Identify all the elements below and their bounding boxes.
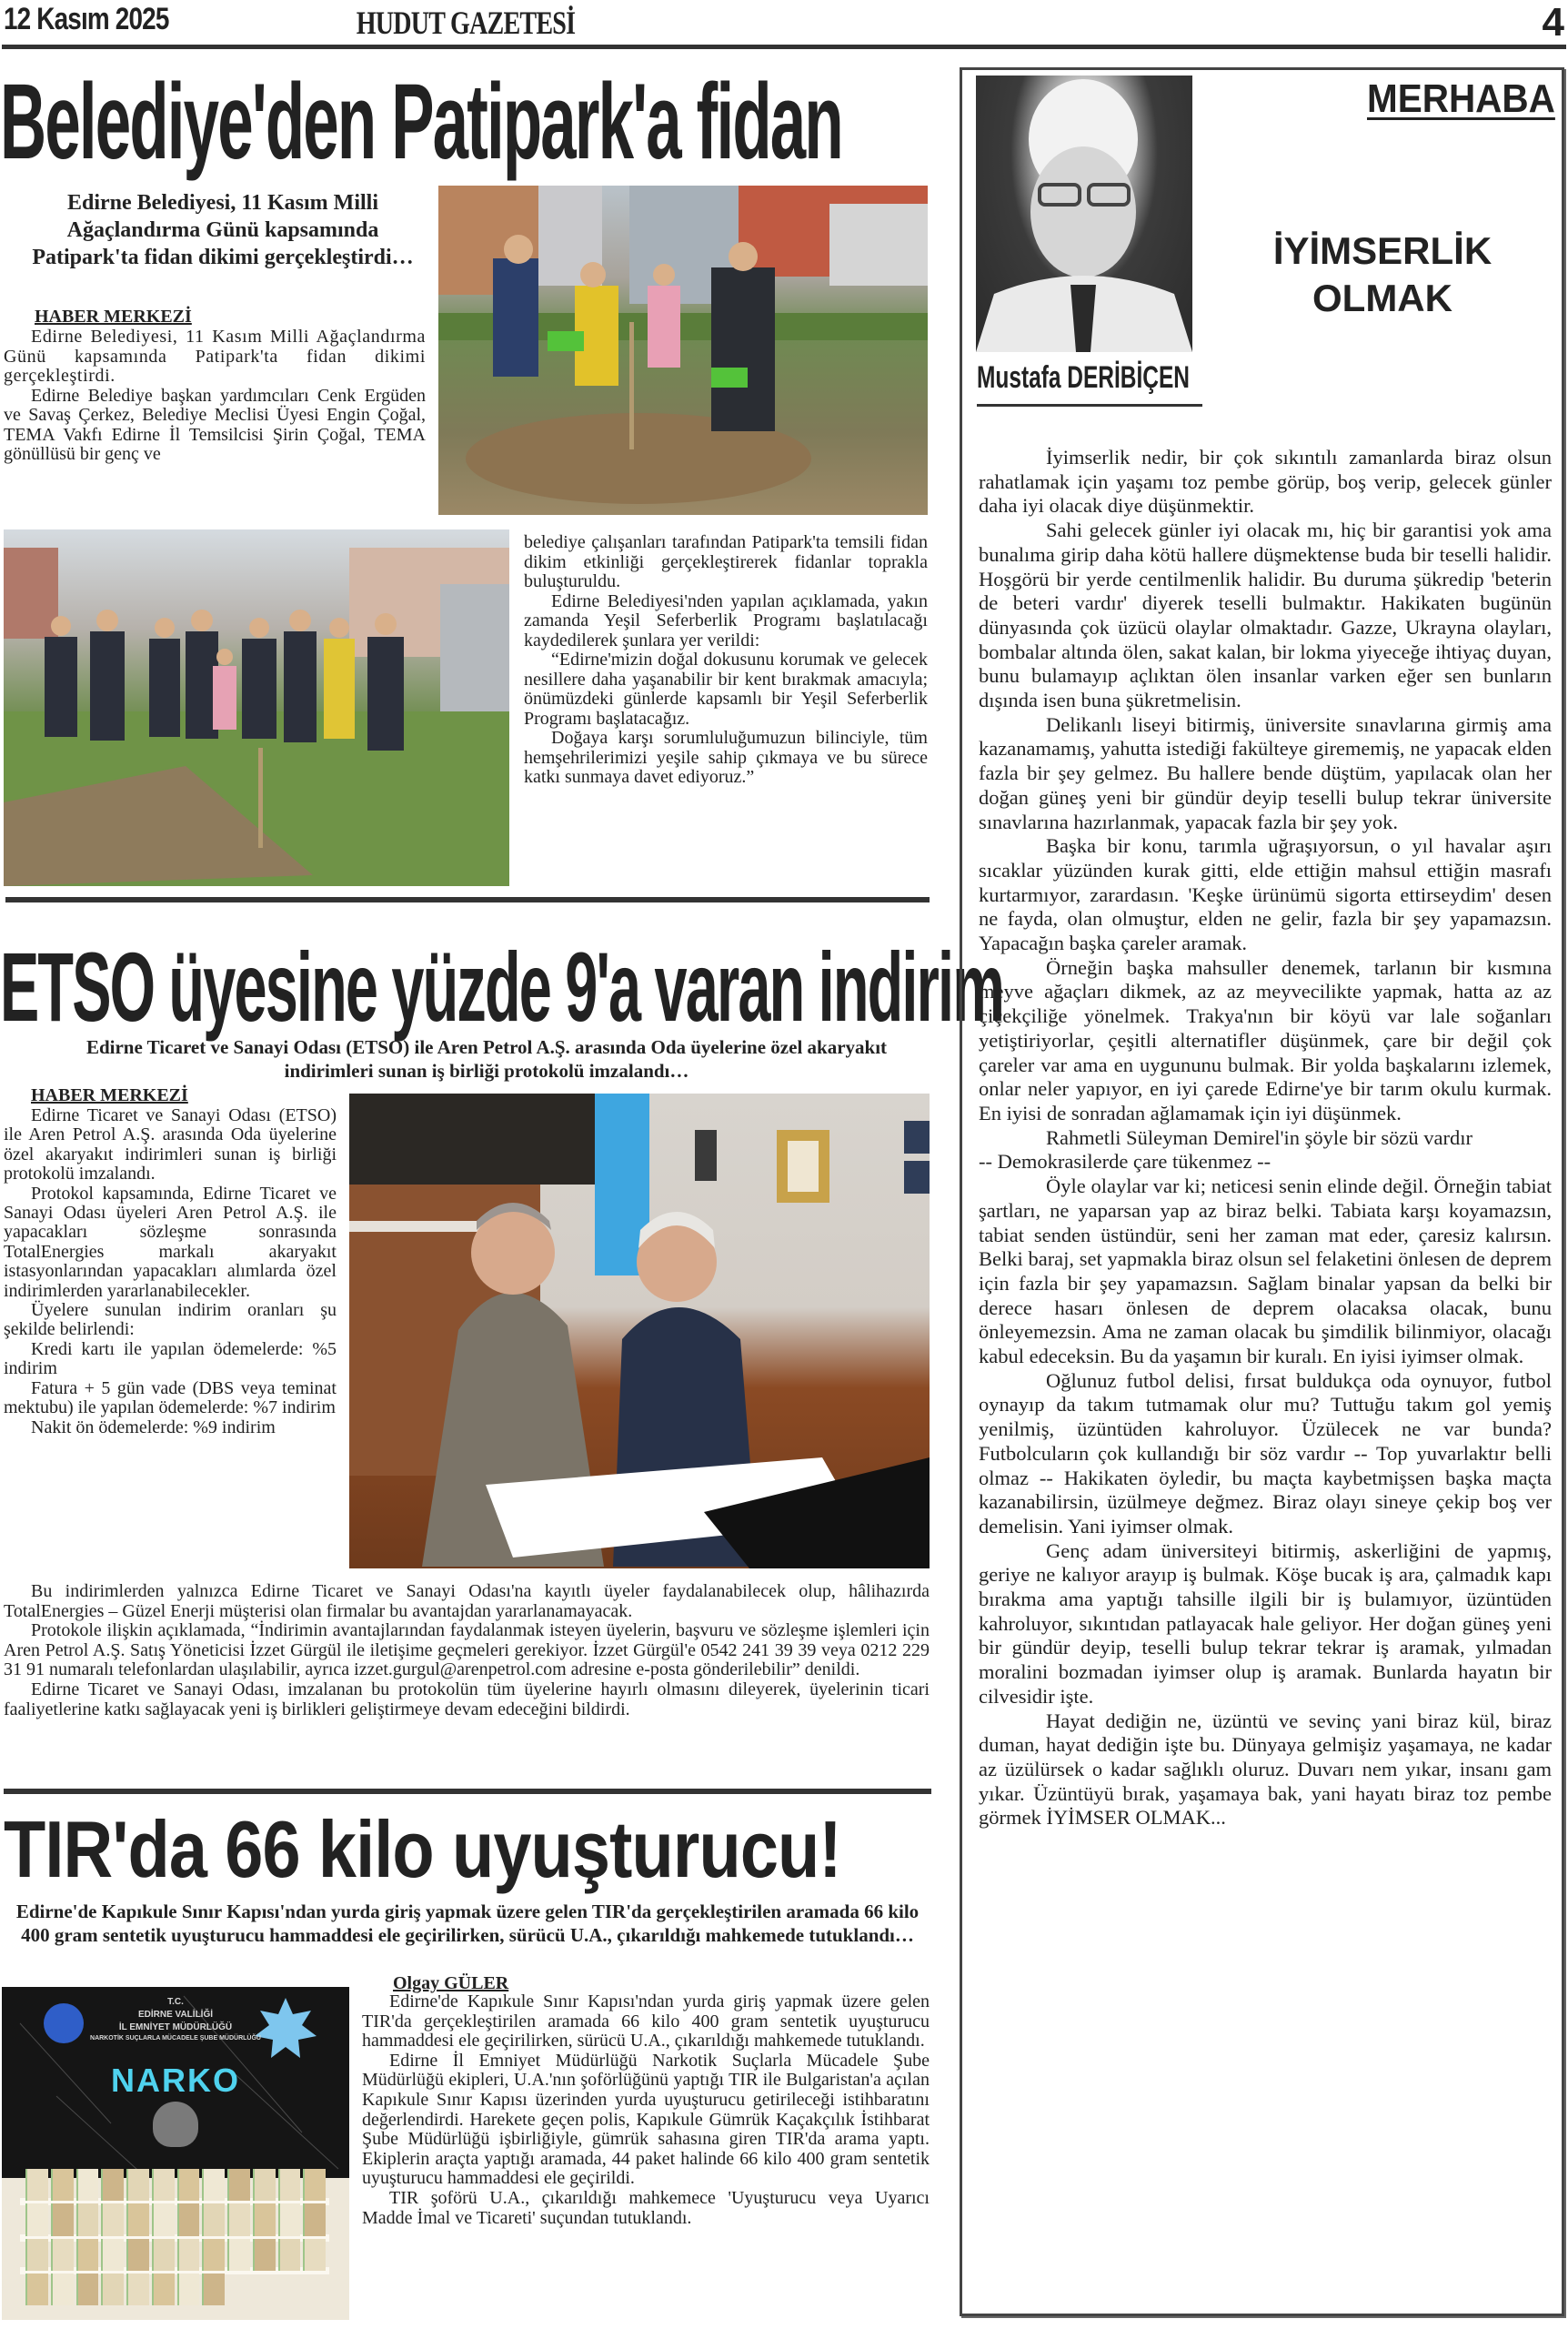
paragraph: “Edirne'mizin doğal dokusunu korumak ve gelecek nesillere daha yaşanabilir bir kent bırakmak amacıyla; önümüzdeki günlerde kapsamlı bir Yeşil Seferberlik Programı başlatacağız. bbox=[524, 650, 928, 729]
paragraph: Hayat dediğin ne, üzüntü ve sevinç yani biraz kül, biraz duman, hayat dediğin işte bu. Dünyaya gelmişiz yaşamaya, ne kadar az üzülürsek o kadar sağlıklı oluruz. Duvarı nem yıkar, insanı gam yıkar. Üzüntüyü bırak, yaşamaya bak, yani hayatı biraz toz pembe görmek İYİMSER OLMAK... bbox=[979, 1709, 1552, 1830]
paragraph: Oğlunuz futbol delisi, fırsat buldukça oda oynuyor, futbol oynayıp da takım tutmamak olur mu? Tuttuğu takım gol yemiş yenilmiş, üzüntüden kahroluyor. Üzülecek ne var bunda? Futbolcuların çok kullandığı bir söz vardır -- Top yuvarlaktır belli olmaz -- Hakikaten öyledir, bu maçta kaybetmişsen başka maçta kazanabilirsin, üzülmeye değmez. Biraz olayı sineye çekip boş ver demelisin. Yani iyimser olmak. bbox=[979, 1368, 1552, 1538]
package bbox=[202, 2239, 225, 2271]
package bbox=[227, 2203, 250, 2235]
paragraph: Nakit ön ödemelerde: %9 indirim bbox=[31, 1417, 276, 1437]
package bbox=[152, 2203, 175, 2235]
package bbox=[126, 2169, 149, 2201]
package bbox=[278, 2239, 301, 2271]
paragraph: Edirne Belediyesi'nden yapılan açıklamada, yakın zamanda Yeşil Seferberlik Programı başlatılacağı kaydedilerek şunlara yer verildi: bbox=[524, 590, 928, 650]
article-separator bbox=[4, 1789, 931, 1794]
article-separator bbox=[5, 897, 930, 902]
issue-date: 12 Kasım 2025 bbox=[4, 2, 169, 36]
page-number: 4 bbox=[1542, 0, 1564, 45]
package-stack bbox=[25, 2169, 326, 2305]
paragraph: Edirne Ticaret ve Sanayi Odası, imzalanan bu protokolün tüm üyelerine hayırlı olmasını dileyerek, üyelerinin ticari faaliyetlerine katkı sağlayacak yeni iş birlikleri geliştirmeye devam edeceğini bildirdi. bbox=[4, 1679, 930, 1719]
package bbox=[101, 2169, 124, 2201]
package bbox=[76, 2203, 99, 2235]
package bbox=[51, 2274, 74, 2305]
newspaper-name: HUDUT GAZETESİ bbox=[356, 5, 576, 41]
package bbox=[25, 2203, 48, 2235]
package bbox=[177, 2203, 200, 2235]
column-body bbox=[979, 446, 1552, 1830]
package bbox=[25, 2274, 48, 2305]
paragraph: Genç adam üniversiteyi bitirmiş, askerliğini de yapmış, geriye ne kalıyor arayıp iş bulmak. Köşe bucak iş ara, çalmadık kapı bırakma ama yaptığı tahsille ilgili bir iş bulamıyor, üzüntüden kahroluyor, sıkıntıdan patlayacak hale geliyor. Her doğan güneş yeni bir gündür deyip, teselli bulup tekrar tekrar iş aramak, yılmadan moralini bozmadan iyimser olup iş aramak. Bunlarda hayatın bir cilvesidir işte. bbox=[979, 1538, 1552, 1708]
package bbox=[51, 2239, 74, 2271]
narko-logo: NARKO bbox=[111, 2062, 240, 2099]
paragraph: Kredi kartı ile yapılan ödemelerde: %5 indirim bbox=[4, 1338, 337, 1379]
package bbox=[278, 2169, 301, 2201]
package bbox=[202, 2169, 225, 2201]
package bbox=[202, 2203, 225, 2235]
article2-spot: Edirne Ticaret ve Sanayi Odası (ETSO) ile Aren Petrol A.Ş. arasında Oda üyelerine özel akaryakıt indirimleri sunan iş birliği protokolü imzalandı… bbox=[85, 1036, 888, 1082]
paragraph: TIR şoförü U.A., çıkarıldığı mahkemece 'Uyuşturucu veya Uyarıcı Madde İmal ve Ticareti' suçundan tutuklandı. bbox=[362, 2187, 930, 2228]
paragraph: Edirne'de Kapıkule Sınır Kapısı'ndan yurda giriş yapmak üzere gelen TIR'da gerçekleştirilen aramada 66 kilo 400 gram sentetik uyuşturucu hammaddesi ele geçirilirken, sürücü U.A., çıkarıldığı mahkemede tutuklandı. bbox=[362, 1991, 930, 2052]
paragraph: Fatura + 5 gün vade (DBS veya teminat mektubu) ile yapılan ödemelerde: %7 indirim bbox=[4, 1377, 337, 1418]
package bbox=[227, 2239, 250, 2271]
article2-body-left bbox=[4, 1106, 337, 1437]
paragraph: Öyle olaylar var ki; neticesi senin elinde değil. Örneğin tabiat şartları, ne yaparsan yap az biraz belki. Tabiata karşı koyamazsın, tabiat senden üstündür, seni her zaman mat eder, çaresiz kalırsın. Belki baraj, set yapmakla biraz olsun sel felaketini önlesen de deprem için fazla bir şey yapamazsın. Sağlam binalar yapsan da belki bir derece hasarı önlesen de deprem olacaksa olacak, bunu önleyemezsin. Ama ne zaman olacak bu şimdilik bilinmiyor, olacağı kabul edeceksin. Bu da yaşamın bir kuralı. En iyisi iyimser olmak. bbox=[979, 1175, 1552, 1368]
package bbox=[126, 2274, 149, 2305]
package bbox=[253, 2203, 276, 2235]
paragraph: Doğaya karşı sorumluluğumuzun bilinciyle, tüm hemşehrilerimizi yeşile sahip çıkmaya ve bu sürece katkı sunmaya davet ediyoruz.” bbox=[524, 728, 928, 787]
package bbox=[126, 2239, 149, 2271]
wolf-emblem bbox=[153, 2102, 198, 2147]
article2-byline: HABER MERKEZİ bbox=[31, 1085, 188, 1105]
masthead-rule bbox=[2, 45, 1566, 49]
package bbox=[25, 2239, 48, 2271]
paragraph: Delikanlı liseyi bitirmiş, üniversite sınavlarına girmiş ama kazanamamış, yahutta istediği fakülteye girememiş, ne yapacak elden fazla bir şey gelmez. Bu hallere bende düştüm, yapılacak olan her doğan güneş yeni bir gündür deyip teselli bulup tekrar üniversite sınavlarına hazırlanmak, yapacak fazla bir şey yok. bbox=[979, 712, 1552, 833]
photo-planting-scene bbox=[438, 186, 928, 515]
column-title-line: OLMAK bbox=[1312, 277, 1452, 319]
package bbox=[303, 2169, 326, 2201]
column-section-title: MERHABA bbox=[1367, 76, 1555, 121]
paragraph: Sahi gelecek günler iyi olacak mı, hiç bir garantisi yok ama bunalıma girip daha kötü hallere düşmektense buda bir teselli halidir. Hoşgörü bir yerde centilmenlik halidir. Bu duruma şükredip 'beterin de beteri vardır' diyerek teselli bulmaktır. Hakikaten bugünün dünyasında çok üzücü olaylar olmaktadır. Gazze, Ukrayna olayları, bombalar altında ölen, sakat kalan, bir lokma yiyeceğe ihtiyaç duyan, bunu bulamayıp açlıktan ölen insanlar varken eğer sen bunların dışında isen buna şükretmelisin. bbox=[979, 519, 1552, 712]
paragraph: Üyelere sunulan indirim oranları şu şekilde belirlendi: bbox=[4, 1300, 337, 1340]
paragraph: Edirne Belediye başkan yardımcıları Cenk Ergüden ve Savaş Çerkez, Belediye Meclisi Üyesi Engin Çoğal, TEMA Vakfı Edirne İl Temsilcisi Şirin Çoğal, TEMA gönüllüsü bir genç ve bbox=[4, 385, 426, 464]
photo-group-scene bbox=[4, 529, 509, 886]
author-portrait bbox=[976, 76, 1192, 352]
paragraph: Edirne Belediyesi, 11 Kasım Milli Ağaçlandırma Günü kapsamında Patipark'ta fidan dikimi gerçekleştirdi. bbox=[4, 327, 426, 386]
sign-line: EDİRNE VALİLİĞİ bbox=[137, 2010, 214, 2020]
author-photo bbox=[976, 76, 1192, 352]
package bbox=[253, 2239, 276, 2271]
package bbox=[51, 2169, 74, 2201]
package bbox=[101, 2203, 124, 2235]
paragraph: Edirne Ticaret ve Sanayi Odası (ETSO) ile Aren Petrol A.Ş. arasında Oda üyelerine özel akaryakıt indirimleri sunan iş birliği protokolü imzalandı. bbox=[4, 1105, 337, 1185]
sign-line: İL EMNİYET MÜDÜRLÜĞÜ bbox=[118, 2022, 233, 2032]
article3-photo-seizure bbox=[2, 1987, 349, 2320]
article3-body bbox=[362, 1992, 930, 2228]
package bbox=[152, 2239, 175, 2271]
package bbox=[202, 2274, 225, 2305]
package bbox=[25, 2169, 48, 2201]
paragraph: Bu indirimlerden yalnızca Edirne Ticaret ve Sanayi Odası'na kayıtlı üyeler faydalanabilecek olup, hâlihazırda TotalEnergies – Güzel Enerji müşterisi olan firmalar bu avantajdan yararlanamayacak. bbox=[4, 1581, 930, 1621]
paragraph: -- Demokrasilerde çare tükenmez -- bbox=[979, 1150, 1271, 1174]
package bbox=[152, 2169, 175, 2201]
package bbox=[126, 2203, 149, 2235]
package bbox=[303, 2239, 326, 2271]
photo-signing-scene bbox=[349, 1094, 930, 1568]
paragraph: Başka bir konu, tarımla uğraşıyorsun, o yıl havalar aşırı sıcaklar yüzünden kurak gitti, elde ettiğin mahsul ettiğin masrafı kurtarmıyor, zarardasın. 'Keşke ürünümü sigorta ettirseydim' desen ne fayda, olan olmuştur, elden ne gelir, fazla bir şey yapamazsın. Yapacağın başka çareler aramak. bbox=[979, 834, 1552, 955]
column-title-line: İYİMSERLİK bbox=[1272, 229, 1493, 272]
article3-headline: TIR'da 66 kilo uyuşturucu! bbox=[4, 1804, 841, 1894]
article1-photo-planting bbox=[438, 186, 928, 515]
package bbox=[303, 2203, 326, 2235]
package bbox=[253, 2169, 276, 2201]
article2-headline: ETSO üyesine yüzde 9'a varan indirim bbox=[0, 932, 1004, 1042]
package bbox=[51, 2203, 74, 2235]
package bbox=[177, 2274, 200, 2305]
package bbox=[278, 2203, 301, 2235]
narko-sign bbox=[2, 1996, 349, 2042]
column-title bbox=[1255, 227, 1510, 322]
article3-byline: Olgay GÜLER bbox=[393, 1973, 509, 1993]
package bbox=[227, 2169, 250, 2201]
package bbox=[101, 2274, 124, 2305]
paragraph: Rahmetli Süleyman Demirel'in şöyle bir sözü vardır bbox=[1046, 1125, 1473, 1149]
package bbox=[76, 2274, 99, 2305]
sign-line: NARKOTİK SUÇLARLA MÜCADELE ŞUBE MÜDÜRLÜĞÜ bbox=[90, 2035, 261, 2042]
article1-photo-group bbox=[4, 529, 509, 886]
article1-body-right bbox=[524, 533, 928, 788]
package bbox=[76, 2239, 99, 2271]
package bbox=[101, 2239, 124, 2271]
author-underline bbox=[977, 404, 1202, 407]
package bbox=[76, 2169, 99, 2201]
sign-line: T.C. bbox=[167, 1997, 184, 2007]
article3-spot: Edirne'de Kapıkule Sınır Kapısı'ndan yurda giriş yapmak üzere gelen TIR'da gerçekleştirilen aramada 66 kilo 400 gram sentetik uyuşturucu hammaddesi ele geçirilirken, sürücü U.A., çıkarıldığı mahkemede tutuklandı… bbox=[15, 1901, 920, 1946]
paragraph: Protokol kapsamında, Edirne Ticaret ve Sanayi Odası üyeleri Aren Petrol A.Ş. ile yapacakları sözleşme sonrasında TotalEnergies markalı akaryakıt istasyonlarından yapacakları alımlarda özel indirimlerden yararlanabilecekler. bbox=[4, 1183, 337, 1301]
package bbox=[152, 2274, 175, 2305]
paragraph: Örneğin başka mahsuller denemek, tarlanın bir kısmına meyve ağaçları dikmek, az az meyvecilikte yapmak, hatta az az çiçekçiliğe yönelmek. Trakya'nın bir köyü var lale soğanları yetiştiriyorlar, çeşitli alternatifler düşünmek, çare bir değil çok çareler var ama en uygununu bulmak. Bir yolda başkalarını izlemek, onlar neler yapıyor, en iyi çarede Edirne'ye bir tarım okulu kurmak. En iyisi de sonradan ağlamamak için iyi düşünmek. bbox=[979, 955, 1552, 1124]
article2-body-full bbox=[4, 1582, 930, 1719]
article1-byline: HABER MERKEZİ bbox=[35, 307, 192, 327]
paragraph: belediye çalışanları tarafından Patipark'ta temsili fidan dikim etkinliği gerçekleştirerek fidanlar toprakla buluşturuldu. bbox=[524, 532, 928, 591]
article2-photo-signing bbox=[349, 1094, 930, 1568]
paragraph: Edirne İl Emniyet Müdürlüğü Narkotik Suçlarla Mücadele Şube Müdürlüğü ekipleri, U.A.'nın şoförlüğünü yaptığı TIR ile Bulgaristan'a açılan Kapıkule Sınır Kapısı üzerinden yurda uyuşturucu getirileceği istihbaratını değerlendirdi. Harekete geçen polis, Kapıkule Gümrük Kaçakçılık İstihbarat Şube Müdürlüğü işbirliğiyle, gümrük sahasına giren TIR'da arama yaptı. Ekiplerin araçta yaptığı aramada, 44 paket halinde 66 kilo 400 gram sentetik uyuşturucu hammaddesi ele geçirildi. bbox=[362, 2050, 930, 2189]
package bbox=[177, 2239, 200, 2271]
package bbox=[177, 2169, 200, 2201]
paragraph: Protokole ilişkin açıklamada, “İndirimin avantajlarından faydalanmak isteyen üyelerin, başvuru ve sözleşme işlemleri için Aren Petrol A.Ş. Satış Yöneticisi İzzet Gürgül ile iletişime geçmeleri gerekiyor. İzzet Gürgül'e 0542 241 39 39 veya 0212 229 31 91 numaralı telefonlardan ulaşılabilir, ayrıca izzet.gurgul@arenpetrol.com adresine e-posta gönderilebilir” denildi. bbox=[4, 1620, 930, 1680]
article1-spot: Edirne Belediyesi, 11 Kasım Milli Ağaçlandırma Günü kapsamında Patipark'ta fidan dikimi gerçekleştirdi… bbox=[32, 191, 414, 269]
paragraph: İyimserlik nedir, bir çok sıkıntılı zamanlarda biraz olsun rahatlamak için yaşamı toz pembe görüp, boş verip, gelecek günler daha iyi olacak diye düşünmektir. bbox=[979, 446, 1552, 518]
author-name: Mustafa DERİBİÇEN bbox=[977, 360, 1190, 395]
article1-headline: Belediye'den Patipark'a fidan bbox=[0, 62, 842, 182]
article1-body-left bbox=[4, 328, 426, 465]
